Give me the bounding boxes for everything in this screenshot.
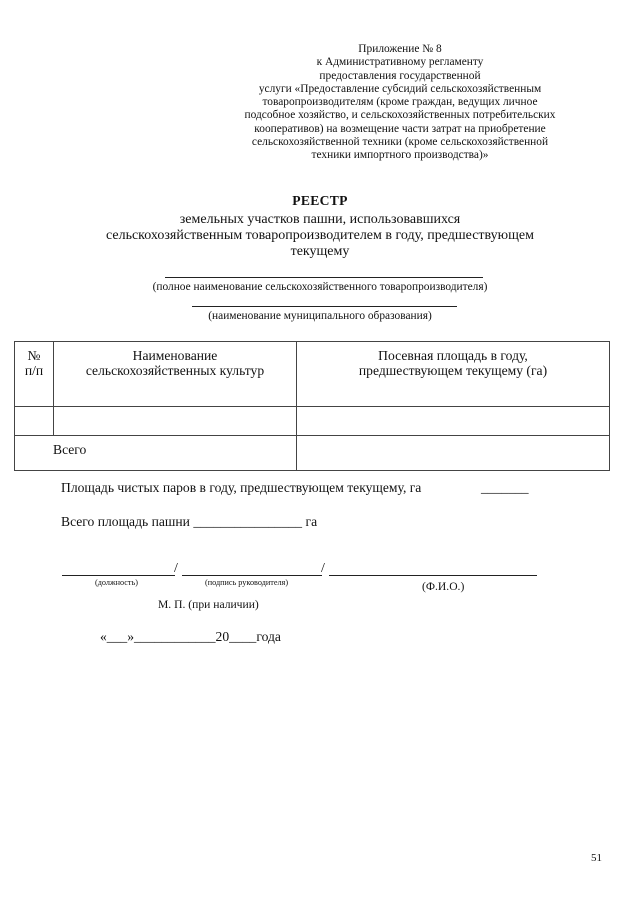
table-total-row	[15, 436, 610, 471]
table-cell-crop[interactable]	[54, 407, 297, 436]
date-month-blank[interactable]: ____________	[133, 629, 216, 644]
date-open-quote: «	[100, 629, 107, 644]
date-suffix: года	[256, 629, 281, 644]
appendix-line: Приложение № 8	[358, 43, 442, 55]
table-cell-number[interactable]	[15, 407, 54, 436]
stamp-caption: М. П. (при наличии)	[158, 598, 259, 611]
signature-slash-1: /	[174, 561, 178, 576]
producer-caption: (полное наименование сельскохозяйственного товаропроизводителя)	[152, 281, 488, 293]
total-area-blank[interactable]: ________________	[193, 514, 303, 529]
date-close-quote: »	[127, 629, 134, 644]
appendix-line: предоставления государственной	[319, 69, 481, 82]
header-number: № п/п	[15, 342, 54, 407]
subtitle-line: текущему	[290, 244, 350, 259]
header-crop-name: Наименование сельскохозяйственных культур	[54, 342, 297, 407]
document-subtitle	[70, 212, 570, 260]
subtitle-line: сельскохозяйственным товаропроизводителем в году, предшествующем	[106, 228, 534, 243]
date-year-blank[interactable]: ____	[229, 629, 257, 644]
position-line[interactable]	[62, 575, 175, 576]
total-area-label	[61, 514, 317, 530]
appendix-line: услуги «Предоставление субсидий сельскохозяйственным	[258, 82, 542, 95]
date-line	[100, 629, 281, 645]
clean-fallow-label: Площадь чистых паров в году, предшествующем текущему, га	[61, 480, 422, 495]
total-area-cell[interactable]	[297, 436, 610, 471]
register-table	[14, 341, 610, 471]
appendix-header	[215, 43, 585, 163]
producer-name-line[interactable]	[165, 277, 483, 278]
page-number: 51	[591, 852, 602, 864]
document-title: РЕЕСТР	[292, 193, 348, 208]
appendix-line: к Административному регламенту	[316, 56, 484, 69]
full-name-caption: (Ф.И.О.)	[422, 580, 465, 593]
date-year-prefix: 20	[215, 629, 230, 644]
total-label-cell: Всего	[15, 436, 297, 471]
signature-slash-2: /	[321, 561, 325, 576]
appendix-line: техники импортного производства)»	[311, 149, 489, 162]
appendix-line: товаропроизводителям (кроме граждан, ведущих личное	[262, 96, 538, 109]
subtitle-line: земельных участков пашни, использовавшихся	[179, 212, 461, 227]
table-row	[15, 407, 610, 436]
date-day-blank[interactable]: ___	[106, 629, 128, 644]
head-signature-line[interactable]	[182, 575, 322, 576]
municipality-caption: (наименование муниципального образования)	[208, 310, 432, 322]
appendix-line: подсобное хозяйство, и сельскохозяйственных потребительских	[244, 109, 556, 122]
header-sown-area: Посевная площадь в году, предшествующем текущему (га)	[297, 342, 610, 407]
appendix-line: сельскохозяйственной техники (кроме сельскохозяйственной	[251, 136, 549, 149]
total-area-unit: га	[305, 514, 318, 529]
total-area-prefix: Всего площадь пашни	[61, 514, 190, 529]
position-caption: (должность)	[95, 578, 138, 587]
clean-fallow-blank[interactable]: _______	[481, 480, 529, 495]
full-name-line[interactable]	[329, 575, 537, 576]
table-header-row	[15, 342, 610, 407]
municipality-name-line[interactable]	[192, 306, 457, 307]
appendix-line: кооперативов) на возмещение части затрат на приобретение	[254, 122, 546, 135]
table-cell-area[interactable]	[297, 407, 610, 436]
head-signature-caption: (подпись руководителя)	[205, 578, 289, 587]
